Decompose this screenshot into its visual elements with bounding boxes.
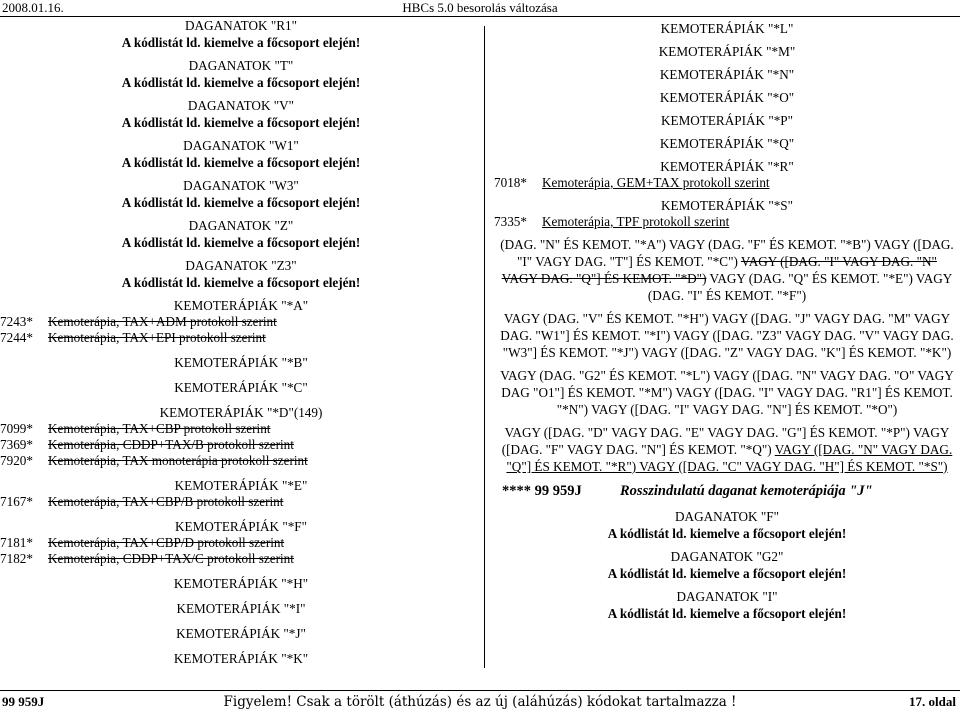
chemo-heading: KEMOTERÁPIÁK "*Q": [659, 136, 795, 151]
codelist-note: A kódlistát ld. kiemelve a főcsoport elején!: [121, 235, 361, 250]
code-description: Kemoterápia, TAX+CBP/D protokoll szerint: [48, 535, 285, 550]
chemo-heading: KEMOTERÁPIÁK "*K": [173, 651, 309, 666]
chemo-heading: KEMOTERÁPIÁK "*L": [660, 21, 794, 36]
codelist-note: A kódlistát ld. kiemelve a főcsoport elején!: [607, 606, 847, 621]
code: 7018*: [494, 175, 527, 190]
footer-rule: [0, 690, 960, 691]
group-heading: DAGANATOK "G2": [670, 549, 784, 564]
deleted-code-row: [0, 453, 482, 469]
chemo-heading: KEMOTERÁPIÁK "*C": [174, 380, 308, 395]
codelist-note: A kódlistát ld. kiemelve a főcsoport elején!: [607, 526, 847, 541]
page-number: 17. oldal: [909, 694, 956, 709]
group-heading: DAGANATOK "W3": [183, 178, 299, 193]
code: 7369*: [0, 437, 33, 452]
codelist-note: A kódlistát ld. kiemelve a főcsoport elején!: [607, 566, 847, 581]
code: 7335*: [494, 214, 527, 229]
deleted-code-row: [0, 330, 482, 346]
code: 7099*: [0, 421, 33, 436]
codelist-note: A kódlistát ld. kiemelve a főcsoport elején!: [121, 35, 361, 50]
left-column: [0, 17, 482, 667]
chemo-heading: KEMOTERÁPIÁK "*N": [659, 67, 795, 82]
footer-code: 99 959J: [2, 694, 45, 709]
deleted-code-row: [0, 437, 482, 453]
rule-paragraph: VAGY (DAG. "V" ÉS KEMOT. "*H") VAGY ([DAG. "J" VAGY DAG. "M" VAGY DAG. "W1"] ÉS KEMOT. "*I") VAGY ([DAG. "Z3" VAGY DAG. "V" VAGY DAG. "W3"] ÉS KEMOT. "*J") VAGY ([DAG. "Z" VAGY DAG. "K"] ÉS KEMOT. "*K"): [500, 311, 954, 360]
rule-text: VAGY (DAG. "Q" ÉS KEMOT. "*E") VAGY (DAG. "I" ÉS KEMOT. "*F"): [647, 271, 953, 303]
rule-paragraph: [494, 424, 960, 475]
rule-text: (DAG. "N" ÉS KEMOT. "*A") VAGY (DAG. "F" ÉS KEMOT. "*B") VAGY ([DAG. "I" VAGY DAG. "T"] ÉS KEMOT. "*C"): [500, 237, 954, 269]
group-heading: DAGANATOK "V": [187, 98, 295, 113]
header-date: 2008.01.16.: [2, 0, 64, 15]
group-heading: DAGANATOK "I": [676, 589, 778, 604]
chemo-heading: KEMOTERÁPIÁK "*B": [174, 355, 308, 370]
code-description: Kemoterápia, TAX+EPI protokoll szerint: [48, 330, 266, 345]
code-description: Kemoterápia, TAX+ADM protokoll szerint: [48, 314, 277, 329]
page-header: [0, 0, 960, 16]
rule-text: VAGY ([DAG. "D" VAGY DAG. "E" VAGY DAG. "G"] ÉS KEMOT. "*P") VAGY ([DAG. "F" VAGY DAG. "N"] ÉS KEMOT. "*Q"): [501, 425, 950, 457]
new-code-row: [494, 175, 960, 191]
group-heading: DAGANATOK "Z3": [185, 258, 297, 273]
code-description: Kemoterápia, CDDP+TAX/C protokoll szerint: [48, 551, 294, 566]
chemo-heading: KEMOTERÁPIÁK "*M": [658, 44, 796, 59]
group-heading: DAGANATOK "W1": [183, 138, 299, 153]
header-title: HBCs 5.0 besorolás változása: [402, 0, 558, 15]
chemo-heading: KEMOTERÁPIÁK "*R": [660, 159, 794, 174]
chemo-heading: KEMOTERÁPIÁK "*E": [174, 478, 308, 493]
group-heading: DAGANATOK "Z": [188, 218, 294, 233]
right-column: [494, 20, 960, 622]
rule-paragraph: [494, 236, 960, 304]
chemo-heading: KEMOTERÁPIÁK "*O": [659, 90, 795, 105]
deleted-code-row: [0, 421, 482, 437]
group-heading: DAGANATOK "F": [675, 509, 779, 524]
code: 7182*: [0, 551, 33, 566]
code-description: Kemoterápia, TAX monoterápia protokoll szerint: [48, 453, 308, 468]
main-code: **** 99 959J: [502, 483, 582, 499]
footer-message: Figyelem! Csak a törölt (áthúzás) és az új (aláhúzás) kódokat tartalmazza !: [223, 694, 737, 710]
deleted-rule-text: VAGY ([DAG. "I" VAGY DAG. "N" VAGY DAG. "Q"] ÉS KEMOT. "*D"): [501, 254, 937, 286]
new-rule-text: VAGY ([DAG. "N" VAGY DAG. "Q"] ÉS KEMOT. "*R") VAGY ([DAG. "C" VAGY DAG. "H"] ÉS KEMOT. "*S"): [506, 442, 953, 474]
deleted-code-row: [0, 551, 482, 567]
chemo-heading: KEMOTERÁPIÁK "*D"(149): [159, 405, 323, 420]
code-description: Kemoterápia, GEM+TAX protokoll szerint: [542, 175, 770, 190]
chemo-heading: KEMOTERÁPIÁK "*H": [173, 576, 309, 591]
codelist-note: A kódlistát ld. kiemelve a főcsoport elején!: [121, 115, 361, 130]
code: 7920*: [0, 453, 33, 468]
main-code-heading: [494, 483, 960, 500]
chemo-heading: KEMOTERÁPIÁK "*A": [173, 298, 309, 313]
deleted-code-row: [0, 535, 482, 551]
chemo-heading: KEMOTERÁPIÁK "*S": [660, 198, 794, 213]
codelist-note: A kódlistát ld. kiemelve a főcsoport elején!: [121, 75, 361, 90]
code-description: Kemoterápia, TAX+CBP protokoll szerint: [48, 421, 271, 436]
codelist-note: A kódlistát ld. kiemelve a főcsoport elején!: [121, 275, 361, 290]
code: 7243*: [0, 314, 33, 329]
new-code-row: [494, 214, 960, 230]
group-heading: DAGANATOK "T": [188, 58, 294, 73]
chemo-heading: KEMOTERÁPIÁK "*F": [174, 519, 308, 534]
main-code-title: Rosszindulatú daganat kemoterápiája "J": [620, 483, 873, 499]
code: 7181*: [0, 535, 33, 550]
chemo-heading: KEMOTERÁPIÁK "*J": [176, 626, 306, 641]
codelist-note: A kódlistát ld. kiemelve a főcsoport elején!: [121, 155, 361, 170]
group-heading: DAGANATOK "R1": [185, 18, 297, 33]
code-description: Kemoterápia, TAX+CBP/B protokoll szerint: [48, 494, 284, 509]
deleted-code-row: [0, 494, 482, 510]
code-description: Kemoterápia, CDDP+TAX/B protokoll szerint: [48, 437, 294, 452]
code: 7244*: [0, 330, 33, 345]
codelist-note: A kódlistát ld. kiemelve a főcsoport elején!: [121, 195, 361, 210]
chemo-heading: KEMOTERÁPIÁK "*I": [176, 601, 306, 616]
rule-paragraph: VAGY (DAG. "G2" ÉS KEMOT. "*L") VAGY ([DAG. "N" VAGY DAG. "O" VAGY DAG "O1"] ÉS KEMOT. "*M") VAGY ([DAG. "I" VAGY DAG. "R1"] ÉS KEMOT. "*N") VAGY ([DAG. "I" VAGY DAG. "N"] ÉS KEMOT. "*O"): [500, 368, 954, 417]
code: 7167*: [0, 494, 33, 509]
column-divider: [484, 26, 485, 668]
chemo-heading: KEMOTERÁPIÁK "*P": [660, 113, 794, 128]
code-description: Kemoterápia, TPF protokoll szerint: [542, 214, 730, 229]
deleted-code-row: [0, 314, 482, 330]
